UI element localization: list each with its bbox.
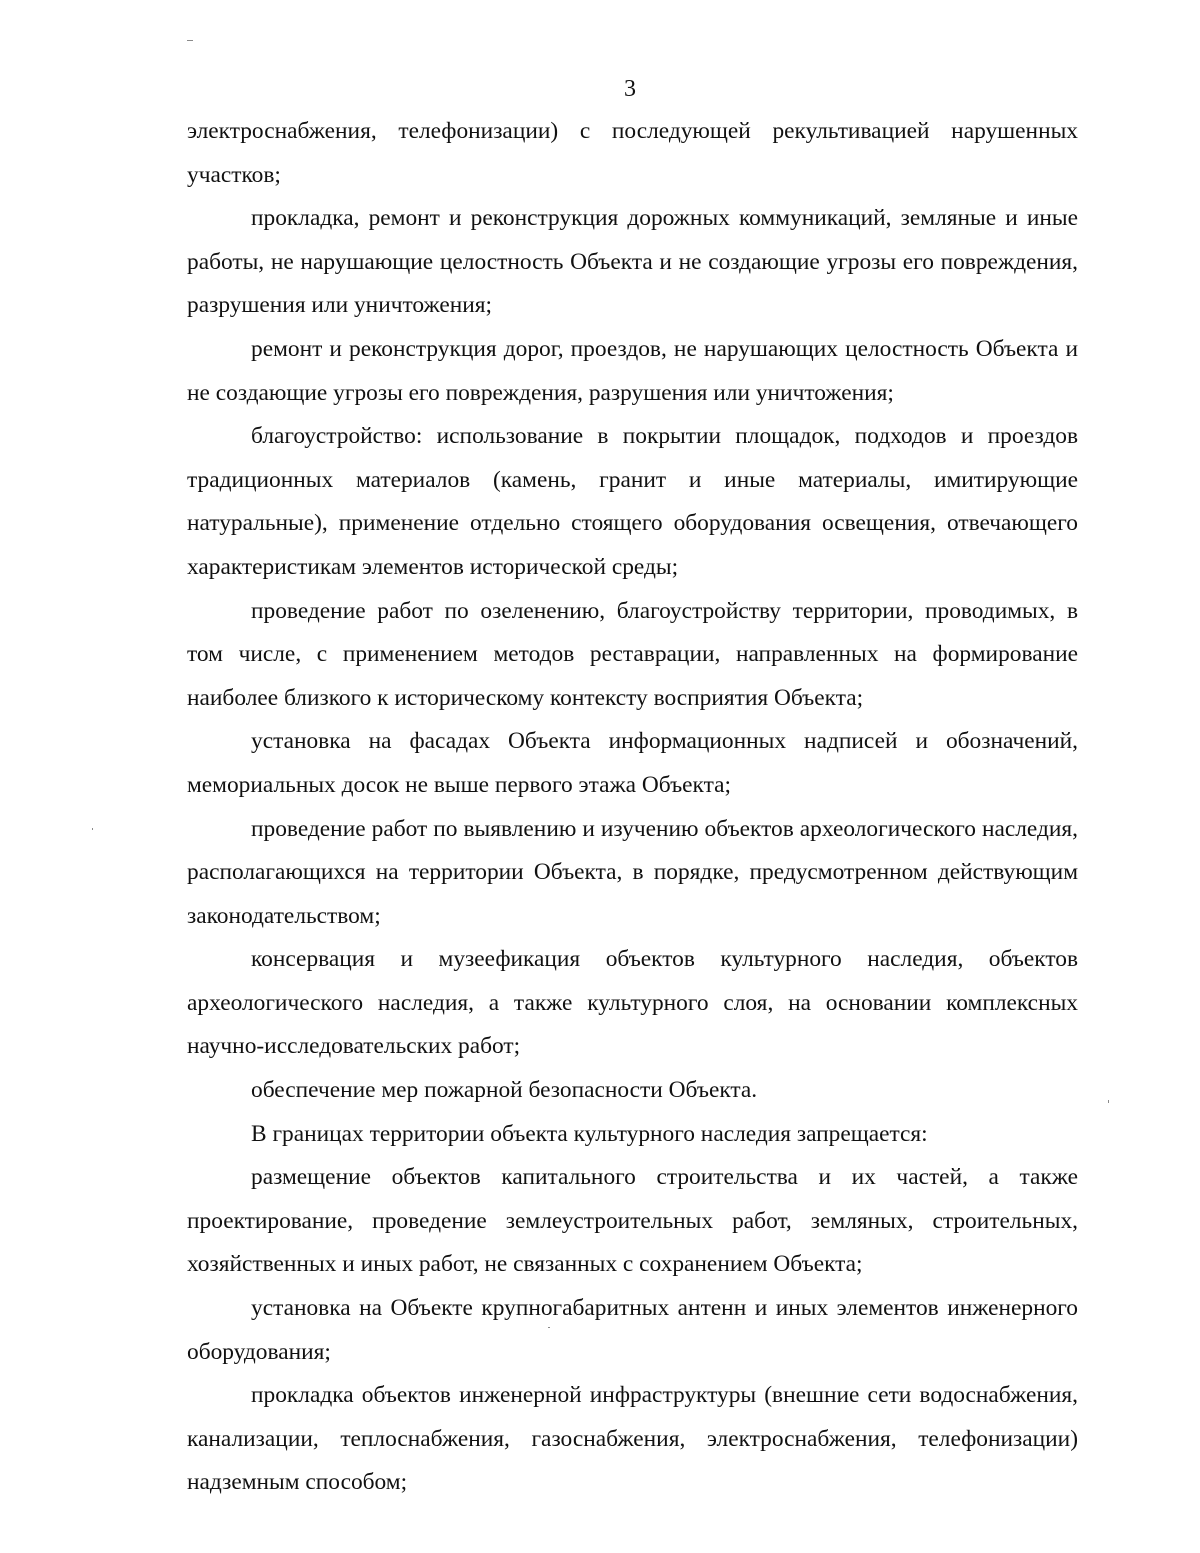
paragraph: обеспечение мер пожарной безопасности Объекта.: [251, 1077, 758, 1104]
paragraph: прокладка, ремонт и реконструкция дорожных коммуникаций, земляные и иные работы, не нарушающие целостность Объекта и не создающие угрозы его повреждения, разрушения или уничтожения;: [187, 205, 1078, 319]
paragraph: ремонт и реконструкция дорог, проездов, не нарушающих целостность Объекта и не создающие угрозы его повреждения, разрушения или уничтожения;: [187, 335, 1078, 406]
scan-speck: [92, 828, 93, 830]
paragraph: проведение работ по выявлению и изучению объектов археологического наследия, располагающихся на территории Объекта, в порядке, предусмотренном действующим законодательством;: [187, 815, 1078, 929]
body-text: [187, 110, 1078, 1505]
paragraph: консервация и музеефикация объектов культурного наследия, объектов археологического наследия, а также культурного слоя, на основании комплексных научно-исследовательских работ;: [187, 946, 1078, 1060]
paragraph: размещение объектов капитального строительства и их частей, а также проектирование, проведение землеустроительных работ, земляных, строительных, хозяйственных и иных работ, не связанных с сохранением Объекта;: [187, 1164, 1078, 1278]
paragraph: В границах территории объекта культурного наследия запрещается:: [251, 1120, 928, 1147]
paragraph: установка на Объекте крупногабаритных антенн и иных элементов инженерного оборудования;: [187, 1295, 1078, 1365]
paragraph: электроснабжения, телефонизации) с последующей рекультивацией нарушенных участков;: [187, 118, 1078, 188]
page-number: 3: [624, 76, 636, 102]
paragraph: установка на фасадах Объекта информационных надписей и обозначений, мемориальных досок не выше первого этажа Объекта;: [187, 728, 1078, 798]
paragraph: благоустройство: использование в покрытии площадок, подходов и проездов традиционных материалов (камень, гранит и иные материалы, имитирующие натуральные), применение отдельно стоящего оборудования освещения, отвечающего характеристикам элементов исторической среды;: [187, 423, 1078, 580]
scan-speck: [187, 40, 193, 41]
paragraph: проведение работ по озеленению, благоустройству территории, проводимых, в том числе, с применением методов реставрации, направленных на формирование наиболее близкого к историческому контексту восприятия Объекта;: [187, 597, 1078, 711]
paragraph: прокладка объектов инженерной инфраструктуры (внешние сети водоснабжения, канализации, теплоснабжения, газоснабжения, электроснабжения, телефонизации) надземным способом;: [187, 1382, 1078, 1496]
scan-speck: [1108, 1100, 1109, 1103]
